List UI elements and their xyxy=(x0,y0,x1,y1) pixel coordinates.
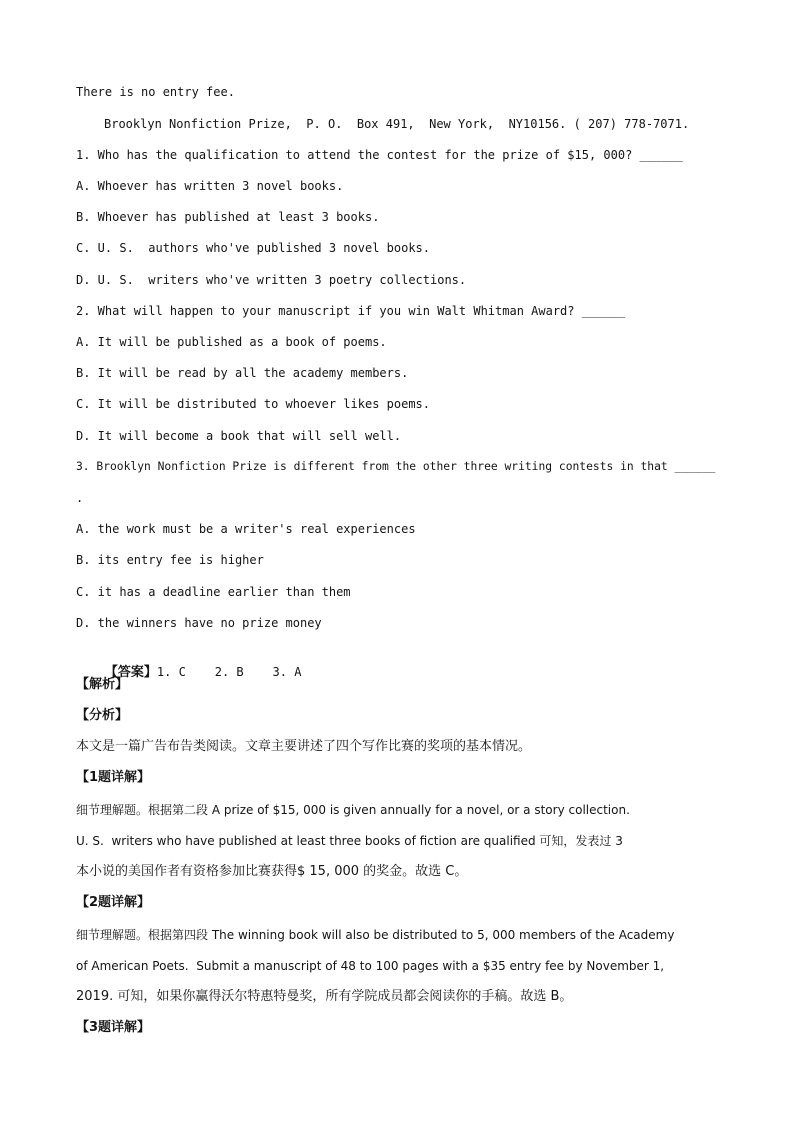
q1-detail-line-1: 细节理解题。根据第二段 A prize of $15, 000 is given annually for a novel, or a story collection. xyxy=(76,803,630,817)
question-3-option-a: A. the work must be a writer's real experiences xyxy=(76,522,416,536)
entry-fee-text: There is no entry fee. xyxy=(76,85,235,99)
question-3-stem: 3. Brooklyn Nonfiction Prize is different from the other three writing contests in that ______ xyxy=(76,460,716,473)
fenxi-heading: 【分析】 xyxy=(76,708,129,723)
question-2-option-a: A. It will be published as a book of poems. xyxy=(76,335,387,349)
question-3-option-c: C. it has a deadline earlier than them xyxy=(76,585,351,599)
question-2-option-b: B. It will be read by all the academy members. xyxy=(76,366,409,380)
analysis-heading: 【解析】 xyxy=(76,677,129,692)
question-2-stem: 2. What will happen to your manuscript if you win Walt Whitman Award? ______ xyxy=(76,304,626,318)
answer-text: 1. C 2. B 3. A xyxy=(156,665,302,679)
question-1-option-b: B. Whoever has published at least 3 books. xyxy=(76,210,380,224)
question-1-stem: 1. Who has the qualification to attend the contest for the prize of $15, 000? ______ xyxy=(76,148,683,162)
q1-detail-line-3: 本小说的美国作者有资格参加比赛获得$ 15, 000 的奖金。故选 C。 xyxy=(76,864,468,879)
question-2-option-d: D. It will become a book that will sell well. xyxy=(76,429,402,443)
q2-detail-line-3: 2019. 可知，如果你赢得沃尔特惠特曼奖，所有学院成员都会阅读你的手稿。故选 B。 xyxy=(76,989,573,1004)
q2-detail-heading: 【2题详解】 xyxy=(76,895,151,910)
question-3-option-d: D. the winners have no prize money xyxy=(76,616,322,630)
question-1-option-c: C. U. S. authors who've published 3 novel books. xyxy=(76,241,431,255)
question-1-option-a: A. Whoever has written 3 novel books. xyxy=(76,179,344,193)
q2-detail-line-2: of American Poets. Submit a manuscript of 48 to 100 pages with a $35 entry fee by November 1, xyxy=(76,959,665,973)
answer-label: 【答案】 xyxy=(104,665,157,680)
question-1-option-d: D. U. S. writers who've written 3 poetry collections. xyxy=(76,273,467,287)
question-2-option-c: C. It will be distributed to whoever likes poems. xyxy=(76,397,431,411)
q1-detail-heading: 【1题详解】 xyxy=(76,770,151,785)
question-3-stem-end: . xyxy=(76,491,84,505)
q3-detail-heading: 【3题详解】 xyxy=(76,1020,151,1035)
q2-detail-line-1: 细节理解题。根据第四段 The winning book will also be distributed to 5, 000 members of the Academy xyxy=(76,928,675,942)
address-text: Brooklyn Nonfiction Prize, P. O. Box 491, New York, NY10156. ( 207) 778-7071. xyxy=(104,117,690,131)
question-3-option-b: B. its entry fee is higher xyxy=(76,553,264,567)
analysis-summary: 本文是一篇广告布告类阅读。文章主要讲述了四个写作比赛的奖项的基本情况。 xyxy=(76,739,532,754)
q1-detail-line-2: U. S. writers who have published at least three books of fiction are qualified 可知，发表过 3 xyxy=(76,834,623,848)
